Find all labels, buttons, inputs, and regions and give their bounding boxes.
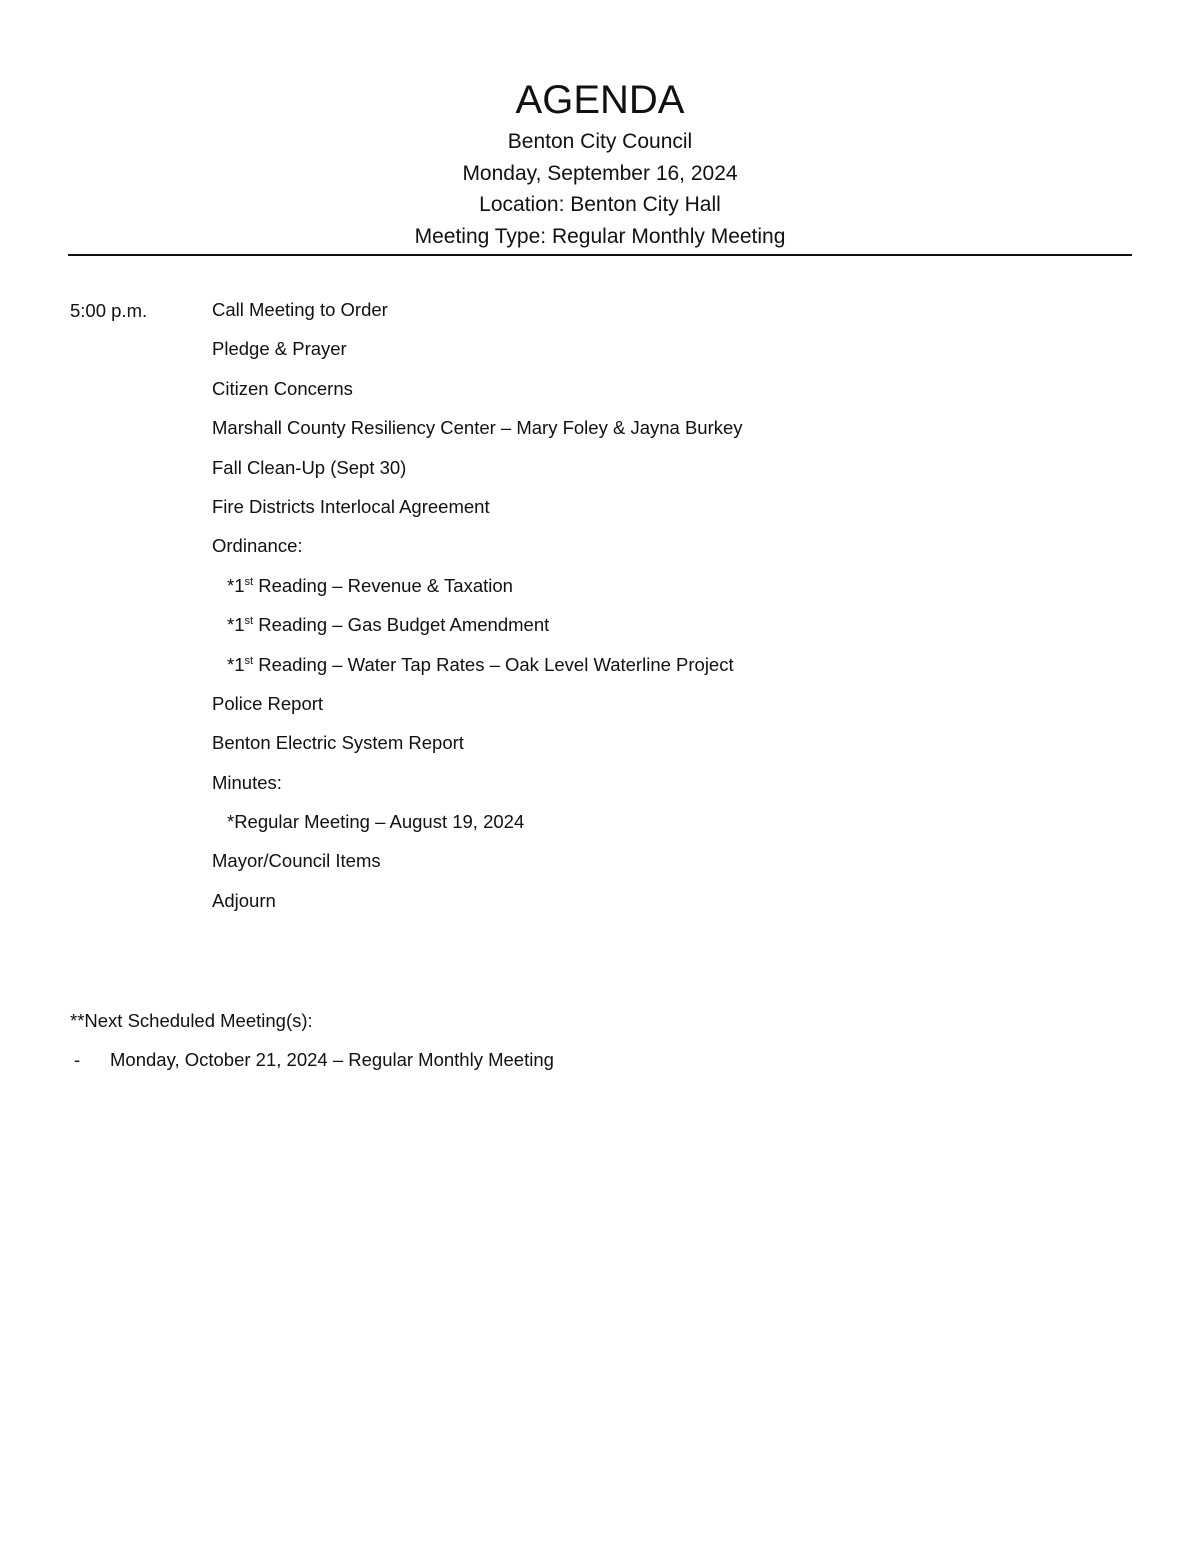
agenda-item-list <box>212 297 743 927</box>
reading-title: Reading – Revenue & Taxation <box>253 574 513 596</box>
ordinal-suffix: st <box>244 575 254 588</box>
agenda-item-citizen-concerns: Citizen Concerns <box>212 377 353 399</box>
agenda-item-call-to-order: Call Meeting to Order <box>212 299 388 320</box>
list-bullet: - <box>74 1049 81 1070</box>
meeting-type: Meeting Type: Regular Monthly Meeting <box>414 224 786 248</box>
agenda-item-adjourn: Adjourn <box>212 889 276 911</box>
next-meetings-heading: **Next Scheduled Meeting(s): <box>70 1010 313 1031</box>
agenda-item-pledge-prayer: Pledge & Prayer <box>212 338 347 360</box>
ordinal-suffix: st <box>244 615 254 628</box>
next-meeting-label: Monday, October 21, 2024 – Regular Monthly Meeting <box>110 1049 554 1070</box>
ordinance-sub-item-gas-budget <box>212 612 743 651</box>
reading-number: *1 <box>227 653 245 675</box>
meeting-location: Location: Benton City Hall <box>479 193 721 216</box>
ordinal-suffix: st <box>244 654 254 667</box>
agenda-item-resiliency-center: Marshall County Resiliency Center – Mary Foley & Jayna Burkey <box>212 417 743 439</box>
reading-title: Reading – Water Tap Rates – Oak Level Waterline Project <box>253 653 734 675</box>
agenda-item-electric-report: Benton Electric System Report <box>212 732 464 754</box>
agenda-item-minutes: Minutes: <box>212 771 282 793</box>
agenda-item-ordinance: Ordinance: <box>212 535 303 557</box>
meeting-date: Monday, September 16, 2024 <box>462 161 738 185</box>
ordinance-sub-item-water-tap <box>212 652 743 691</box>
reading-title: Reading – Gas Budget Amendment <box>253 614 550 636</box>
minutes-sub-item-regular-meeting: *Regular Meeting – August 19, 2024 <box>227 811 525 833</box>
reading-number: *1 <box>227 614 245 636</box>
agenda-item-mayor-council: Mayor/Council Items <box>212 850 381 872</box>
organization-name: Benton City Council <box>507 130 693 153</box>
agenda-item-police-report: Police Report <box>212 692 324 714</box>
next-meeting-entry <box>70 1047 554 1073</box>
agenda-item-fire-districts: Fire Districts Interlocal Agreement <box>212 495 490 517</box>
header-divider <box>68 254 1132 256</box>
ordinance-sub-item-revenue <box>212 573 743 612</box>
start-time: 5:00 p.m. <box>70 300 148 321</box>
reading-number: *1 <box>227 574 245 596</box>
agenda-header <box>0 74 1200 252</box>
page-title: AGENDA <box>515 78 685 122</box>
agenda-item-fall-clean-up: Fall Clean-Up (Sept 30) <box>212 456 407 478</box>
